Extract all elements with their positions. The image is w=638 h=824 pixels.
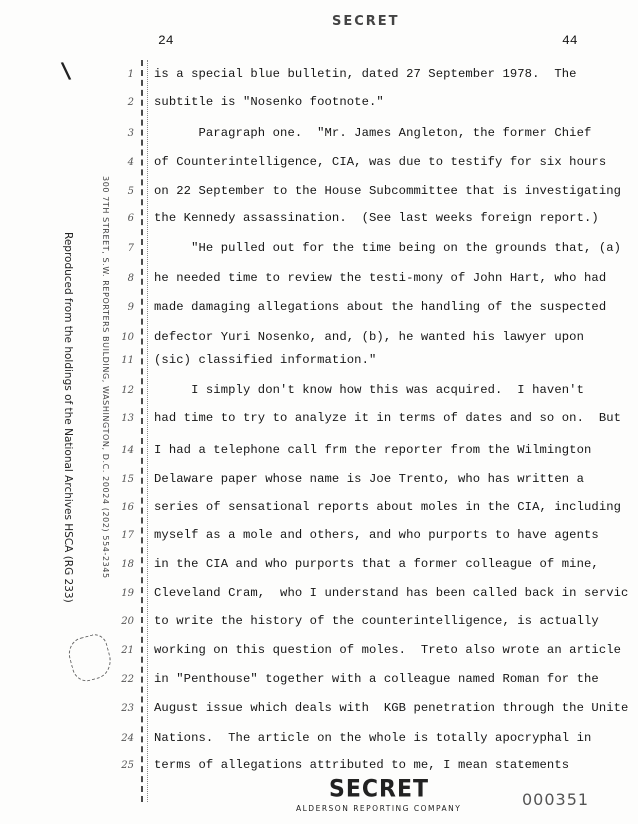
line-number: 25	[121, 760, 134, 771]
line-number: 18	[121, 559, 134, 570]
transcript-line: Nations. The article on the whole is totally apocryphal in	[154, 731, 592, 745]
line-number: 15	[121, 474, 134, 485]
archives-side-note: Reproduced from the holdings of the National Archives HSCA (RG 233)	[62, 232, 74, 603]
margin-rule	[141, 60, 143, 802]
transcript-line: I simply don't know how this was acquired. I haven't	[154, 383, 584, 397]
transcript-line: of Counterintelligence, CIA, was due to testify for six hours	[154, 155, 607, 169]
handwritten-margin-mark: \	[60, 57, 72, 85]
line-number: 22	[121, 674, 134, 685]
transcript-line: Delaware paper whose name is Joe Trento, who has written a	[154, 472, 584, 486]
document-number: 000351	[522, 790, 590, 809]
top-classification-marking: SECRET	[332, 14, 400, 29]
line-number: 20	[121, 616, 134, 627]
transcript-line: "He pulled out for the time being on the grounds that, (a)	[154, 241, 622, 255]
line-number: 21	[121, 645, 134, 656]
transcript-line: made damaging allegations about the handling of the suspected	[154, 300, 607, 314]
footer-classification-stamp: SECRET	[329, 775, 429, 804]
page-number-right: 44	[562, 33, 578, 48]
line-number: 23	[121, 703, 134, 714]
line-number: 19	[121, 588, 134, 599]
transcript-line: August issue which deals with KGB penetration through the Unite	[154, 701, 629, 715]
line-number: 3	[127, 128, 134, 139]
line-number: 4	[127, 157, 134, 168]
line-number: 6	[127, 213, 134, 224]
transcript-line: myself as a mole and others, and who purports to have agents	[154, 528, 599, 542]
transcript-line: (sic) classified information."	[154, 353, 377, 367]
transcript-line: had time to try to analyze it in terms of dates and so on. But	[154, 411, 622, 425]
line-number: 7	[127, 243, 134, 254]
line-number: 2	[127, 97, 134, 108]
line-number: 16	[121, 502, 134, 513]
transcript-line: subtitle is "Nosenko footnote."	[154, 95, 384, 109]
transcript-line: is a special blue bulletin, dated 27 September 1978. The	[154, 67, 577, 81]
line-number: 5	[127, 186, 134, 197]
line-number: 9	[127, 302, 134, 313]
line-number: 14	[121, 445, 134, 456]
transcript-line: Cleveland Cram, who I understand has been called back in servic	[154, 586, 629, 600]
transcript-line: I had a telephone call frm the reporter from the Wilmington	[154, 443, 592, 457]
handwritten-initials-stamp	[65, 632, 115, 685]
line-number: 24	[121, 733, 134, 744]
transcript-line: series of sensational reports about moles in the CIA, including	[154, 500, 622, 514]
transcript-line: in the CIA and who purports that a former colleague of mine,	[154, 557, 599, 571]
line-number: 13	[121, 413, 134, 424]
transcript-line: on 22 September to the House Subcommittee that is investigating	[154, 184, 622, 198]
line-number: 10	[121, 332, 134, 343]
transcript-line: in "Penthouse" together with a colleague named Roman for the	[154, 672, 599, 686]
line-number: 17	[121, 530, 134, 541]
line-number: 1	[127, 69, 134, 80]
line-number: 8	[127, 273, 134, 284]
margin-rule-inner	[147, 60, 148, 802]
page-number-left: 24	[158, 33, 174, 48]
reporting-company-label: ALDERSON REPORTING COMPANY	[296, 804, 462, 813]
line-number: 12	[121, 385, 134, 396]
transcript-line: the Kennedy assassination. (See last weeks foreign report.)	[154, 211, 599, 225]
reporter-address-side-note: 300 7TH STREET, S.W. REPORTERS BUILDING, WASHINGTON, D.C. 20024 (202) 554-2345	[101, 176, 110, 579]
transcript-line: working on this question of moles. Treto also wrote an article	[154, 643, 622, 657]
transcript-line: defector Yuri Nosenko, and, (b), he wanted his lawyer upon	[154, 330, 584, 344]
transcript-line: terms of allegations attributed to me, I mean statements	[154, 758, 570, 772]
transcript-line: to write the history of the counterintelligence, is actually	[154, 614, 599, 628]
transcript-line: he needed time to review the testi-mony of John Hart, who had	[154, 271, 607, 285]
transcript-line: Paragraph one. "Mr. James Angleton, the former Chief	[154, 126, 592, 140]
line-number: 11	[121, 355, 134, 366]
